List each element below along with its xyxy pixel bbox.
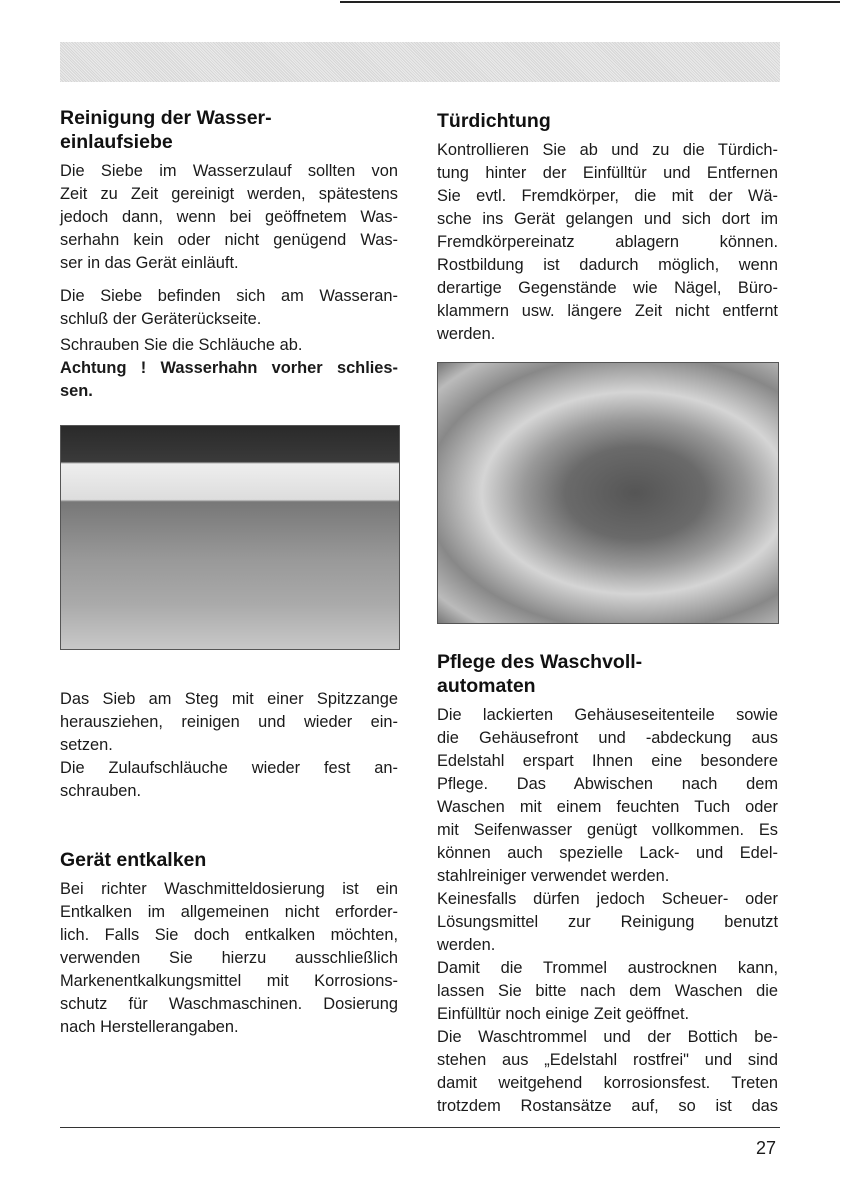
text-line: Markenentkalkungsmittel mit Korrosions- xyxy=(60,972,398,990)
section-heading xyxy=(437,109,778,133)
text-line: Damit die Trommel austrocknen kann, xyxy=(437,959,778,977)
text-line: Rostbildung ist dadurch möglich, wenn xyxy=(437,256,778,274)
text-line: Bei richter Waschmitteldosierung ist ein xyxy=(60,880,398,898)
heading-line: Türdichtung xyxy=(437,110,551,132)
text-line: Lösungsmittel zur Reinigung benutzt xyxy=(437,913,778,931)
text-line: setzen. xyxy=(60,736,113,754)
text-line: Zeit zu Zeit gereinigt werden, spätestens xyxy=(60,185,398,203)
text-line: Schrauben Sie die Schläuche ab. xyxy=(60,336,303,354)
text-line: jedoch dann, wenn bei geöffnetem Was- xyxy=(60,208,398,226)
photo-pliers-removing-sieve xyxy=(60,425,400,650)
paragraph xyxy=(437,139,778,346)
text-line: Die Zulaufschläuche wieder fest an- xyxy=(60,759,398,777)
paragraph xyxy=(437,704,778,1118)
text-line: Die Siebe befinden sich am Wasseran- xyxy=(60,287,398,305)
text-line: sen. xyxy=(60,382,93,400)
text-line: Edelstahl erspart Ihnen eine besondere xyxy=(437,752,778,770)
text-line: Pflege. Das Abwischen nach dem xyxy=(437,775,778,793)
section-pflege xyxy=(437,650,778,1128)
text-line: werden. xyxy=(437,936,496,954)
text-line: damit weitgehend korrosionsfest. Treten xyxy=(437,1074,778,1092)
text-line: Die Waschtrommel und der Bottich be- xyxy=(437,1028,778,1046)
text-line: mit Seifenwasser genügt vollkommen. Es xyxy=(437,821,778,839)
text-line: lassen Sie bitte nach dem Waschen die xyxy=(437,982,778,1000)
paragraph xyxy=(60,878,398,1039)
text-line: Fremdkörpereinatz ablagern können. xyxy=(437,233,778,251)
text-line: die Gehäusefront und -abdeckung aus xyxy=(437,729,778,747)
text-line: stahlreiniger verwendet werden. xyxy=(437,867,670,885)
text-line: schrauben. xyxy=(60,782,142,800)
section-heading xyxy=(60,106,398,154)
text-line: schluß der Geräterückseite. xyxy=(60,310,262,328)
text-line: herausziehen, reinigen und wieder ein- xyxy=(60,713,398,731)
text-line: derartige Gegenstände wie Nägel, Büro- xyxy=(437,279,778,297)
text-line: Einfülltür noch einige Zeit geöffnet. xyxy=(437,1005,690,1023)
text-line: klammern usw. längere Zeit nicht entfernt xyxy=(437,302,778,320)
text-line: werden. xyxy=(437,325,496,343)
heading-line: Gerät entkalken xyxy=(60,849,207,871)
paragraph xyxy=(60,334,398,403)
section-sieve-instructions xyxy=(60,688,398,813)
text-line: lich. Falls Sie doch entkalken möchten, xyxy=(60,926,398,944)
heading-line: Pflege des Waschvoll- xyxy=(437,651,643,673)
text-line: Sie evtl. Fremdkörper, die mit der Wä- xyxy=(437,187,778,205)
text-line: nach Herstellerangaben. xyxy=(60,1018,239,1036)
text-line: Die lackierten Gehäuseseitenteile sowie xyxy=(437,706,778,724)
section-tuerdichtung xyxy=(437,109,778,356)
paragraph xyxy=(60,285,398,331)
section-geraet-entkalken xyxy=(60,848,398,1049)
text-line: stehen aus „Edelstahl rostfrei" und sind xyxy=(437,1051,778,1069)
paragraph xyxy=(60,160,398,275)
page-number: 27 xyxy=(756,1138,777,1158)
text-line: serhahn kein oder nicht genügend Was- xyxy=(60,231,398,249)
text-line: Waschen mit einem feuchten Tuch oder xyxy=(437,798,778,816)
text-line: sche ins Gerät gelangen und sich dort im xyxy=(437,210,778,228)
section-heading xyxy=(437,650,778,698)
heading-line: einlaufsiebe xyxy=(60,131,173,153)
heading-line: Reinigung der Wasser- xyxy=(60,107,272,129)
text-line: Achtung ! Wasserhahn vorher schlies- xyxy=(60,359,398,377)
text-line: Kontrollieren Sie ab und zu die Türdich- xyxy=(437,141,778,159)
header-banner xyxy=(60,42,780,82)
photo-door-seal-drum xyxy=(437,362,779,624)
text-line: Keinesfalls dürfen jedoch Scheuer- oder xyxy=(437,890,778,908)
text-line: können auch spezielle Lack- und Edel- xyxy=(437,844,778,862)
section-heading xyxy=(60,848,398,872)
section-wasserlaufsiebe-continued xyxy=(60,334,398,413)
text-line: Das Sieb am Steg mit einer Spitzzange xyxy=(60,690,398,708)
text-line: tung hinter der Einfülltür und Entfernen xyxy=(437,164,778,182)
paragraph xyxy=(60,688,398,803)
text-line: Entkalken im allgemeinen nicht erforder- xyxy=(60,903,398,921)
heading-line: automaten xyxy=(437,675,536,697)
bottom-rule xyxy=(60,1127,780,1128)
text-line: verwenden Sie hierzu ausschließlich xyxy=(60,949,398,967)
top-rule xyxy=(340,1,840,3)
section-wasserlaufsiebe xyxy=(60,106,398,341)
text-line: ser in das Gerät einläuft. xyxy=(60,254,239,272)
text-line: trotzdem Rostansätze auf, so ist das xyxy=(437,1097,778,1115)
text-line: Die Siebe im Wasserzulauf sollten von xyxy=(60,162,398,180)
text-line: schutz für Waschmaschinen. Dosierung xyxy=(60,995,398,1013)
